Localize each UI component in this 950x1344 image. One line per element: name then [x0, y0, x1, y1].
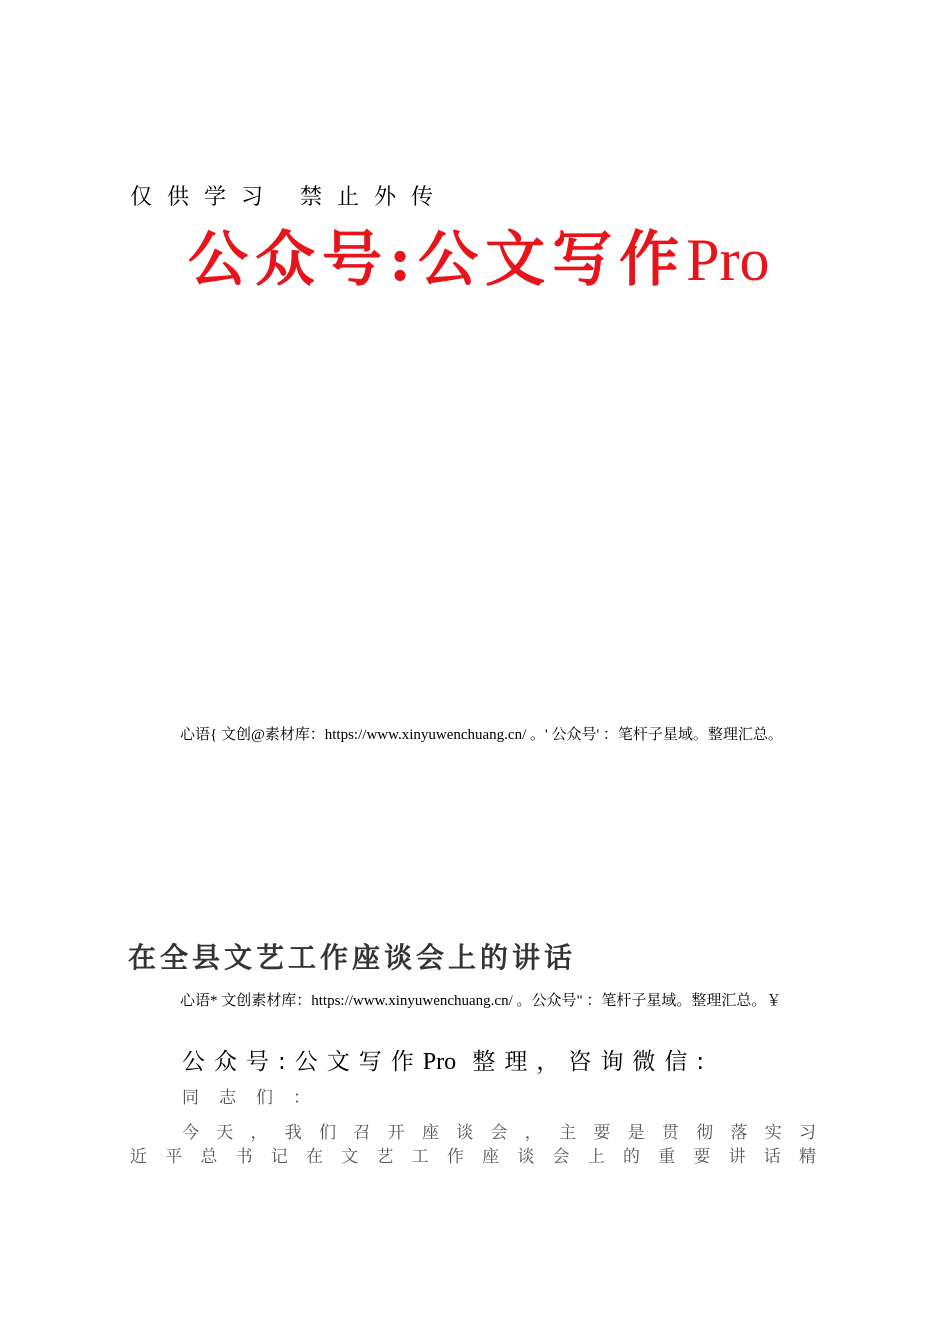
organizer-prefix: 公众号:公文写作 — [182, 1049, 423, 1075]
article-title: 在全县文艺工作座谈会上的讲话 — [128, 941, 577, 974]
organizer-suffix: 整理，咨询微信: — [456, 1049, 714, 1075]
brand-banner — [188, 224, 770, 296]
paragraph-line: 今天，我们召开座谈会，主要是贯彻落实习 — [182, 1123, 816, 1143]
brand-pro-suffix: Pro — [686, 227, 770, 293]
source-note-first: 心语{ 文创@素材库：https://www.xinyuwenchuang.cn/ 。' 公众号' ：笔杆子星域。整理汇总。 — [180, 727, 783, 743]
organizer-pro: Pro — [422, 1049, 457, 1075]
paragraph-line: 近平总书记在文艺工作座谈会上的重要讲话精 — [130, 1147, 816, 1167]
source-note-second: 心语* 文创素材库：https://www.xinyuwenchuang.cn/ 。公众号" ：笔杆子星域。整理汇总。￥ — [180, 993, 782, 1009]
confidentiality-notice: 仅供学习 禁止外传 — [130, 185, 448, 210]
salutation: 同志们： — [182, 1088, 330, 1108]
brand-name: 公众号:公文写作 — [188, 225, 687, 295]
organizer-line — [182, 1043, 713, 1076]
